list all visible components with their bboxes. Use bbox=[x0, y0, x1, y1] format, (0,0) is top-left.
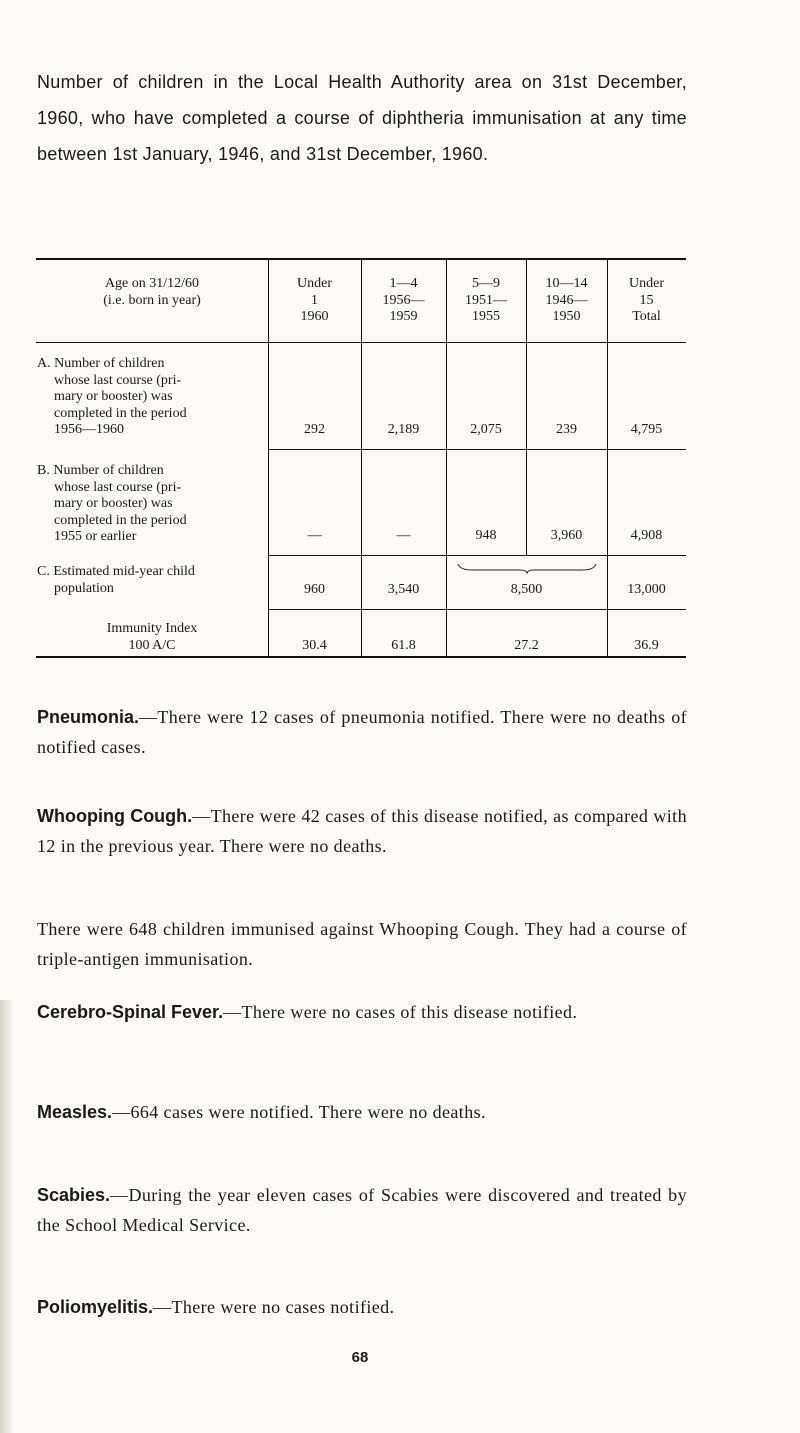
row-index-1-4: 61.8 bbox=[391, 638, 416, 653]
paragraph-whooping-immunised bbox=[37, 915, 687, 974]
row-b-total: 4,908 bbox=[630, 528, 663, 543]
paragraph-scabies bbox=[37, 1181, 687, 1240]
header-col-5-9: 5—9 1951— 1955 bbox=[465, 276, 507, 324]
paragraph-cerebro-spinal-fever bbox=[37, 998, 687, 1028]
row-c-bottom-rule bbox=[268, 609, 686, 610]
header-age-label: Age on 31/12/60 (i.e. born in year) bbox=[103, 276, 201, 308]
paragraph-heading: Pneumonia. bbox=[37, 707, 140, 727]
header-col-10-14: 10—14 1946— 1950 bbox=[545, 276, 588, 324]
row-c-5-14-combined: 8,500 bbox=[510, 582, 543, 597]
paragraph-heading: Cerebro-Spinal Fever. bbox=[37, 1002, 224, 1022]
row-a-label: A. Number of children whose last course (pri- mary or booster) was completed in the period 1956—1960 bbox=[37, 356, 187, 437]
row-a-10-14: 239 bbox=[556, 422, 577, 437]
row-b-5-9: 948 bbox=[475, 528, 497, 543]
row-a-1-4: 2,189 bbox=[387, 422, 420, 437]
paragraph-pneumonia bbox=[37, 703, 687, 762]
paragraph-heading: Scabies. bbox=[37, 1185, 111, 1205]
paragraph-text: —There were no cases of this disease notified. bbox=[223, 1002, 578, 1022]
paragraph-heading: Whooping Cough. bbox=[37, 806, 193, 826]
page-heading: Number of children in the Local Health Authority area on 31st December, 1960, who have completed a course of diphtheria immunisation at any time between 1st January, 1946, and 31st December, 1960. bbox=[37, 72, 687, 164]
row-c-label: C. Estimated mid-year child population bbox=[37, 564, 195, 596]
row-index-label: Immunity Index 100 A/C bbox=[106, 621, 198, 653]
page-number: 68 bbox=[351, 1349, 369, 1366]
row-b-1-4: — bbox=[396, 528, 411, 543]
paragraph-text: —664 cases were notified. There were no deaths. bbox=[112, 1102, 486, 1122]
header-col-under-15-total: Under 15 Total bbox=[629, 276, 664, 324]
paragraph-poliomyelitis bbox=[37, 1293, 687, 1323]
row-a-5-9: 2,075 bbox=[470, 422, 502, 437]
row-index-under-1: 30.4 bbox=[302, 638, 327, 653]
paragraph-whooping-cough bbox=[37, 802, 687, 861]
row-a-total: 4,795 bbox=[630, 422, 663, 437]
row-b-label: B. Number of children whose last course (pri- mary or booster) was completed in the period 1955 or earlier bbox=[37, 463, 187, 544]
row-c-total: 13,000 bbox=[627, 582, 666, 597]
paragraph-text: —There were 42 cases of this disease notified, as compared with 12 in the previous year. There were no deaths. bbox=[37, 806, 687, 856]
row-b-10-14: 3,960 bbox=[550, 528, 583, 543]
merge-brace-icon bbox=[456, 562, 598, 574]
row-a-under-1: 292 bbox=[304, 422, 325, 437]
paragraph-text: —There were no cases notified. bbox=[153, 1297, 395, 1317]
immunisation-table bbox=[36, 258, 686, 658]
row-c-1-4: 3,540 bbox=[387, 582, 420, 597]
row-index-5-14-combined: 27.2 bbox=[514, 638, 539, 653]
row-index-total: 36.9 bbox=[634, 638, 659, 653]
paragraph-heading: Poliomyelitis. bbox=[37, 1297, 154, 1317]
paragraph-text: —During the year eleven cases of Scabies were discovered and treated by the School Medical Service. bbox=[37, 1185, 687, 1235]
row-b-under-1: — bbox=[307, 528, 322, 543]
header-col-under-1: Under 1 1960 bbox=[297, 276, 332, 324]
paragraph-measles bbox=[37, 1098, 687, 1128]
row-a-bottom-rule bbox=[268, 449, 686, 450]
page-edge-shadow bbox=[0, 1000, 14, 1433]
row-c-under-1: 960 bbox=[304, 582, 325, 597]
paragraph-text: There were 648 children immunised against Whooping Cough. They had a course of triple-antigen immunisation. bbox=[37, 919, 687, 969]
paragraph-heading: Measles. bbox=[37, 1102, 113, 1122]
header-col-1-4: 1—4 1956— 1959 bbox=[382, 276, 425, 324]
row-b-bottom-rule bbox=[268, 555, 686, 556]
paragraph-text: —There were 12 cases of pneumonia notified. There were no deaths of notified cases. bbox=[37, 707, 687, 757]
